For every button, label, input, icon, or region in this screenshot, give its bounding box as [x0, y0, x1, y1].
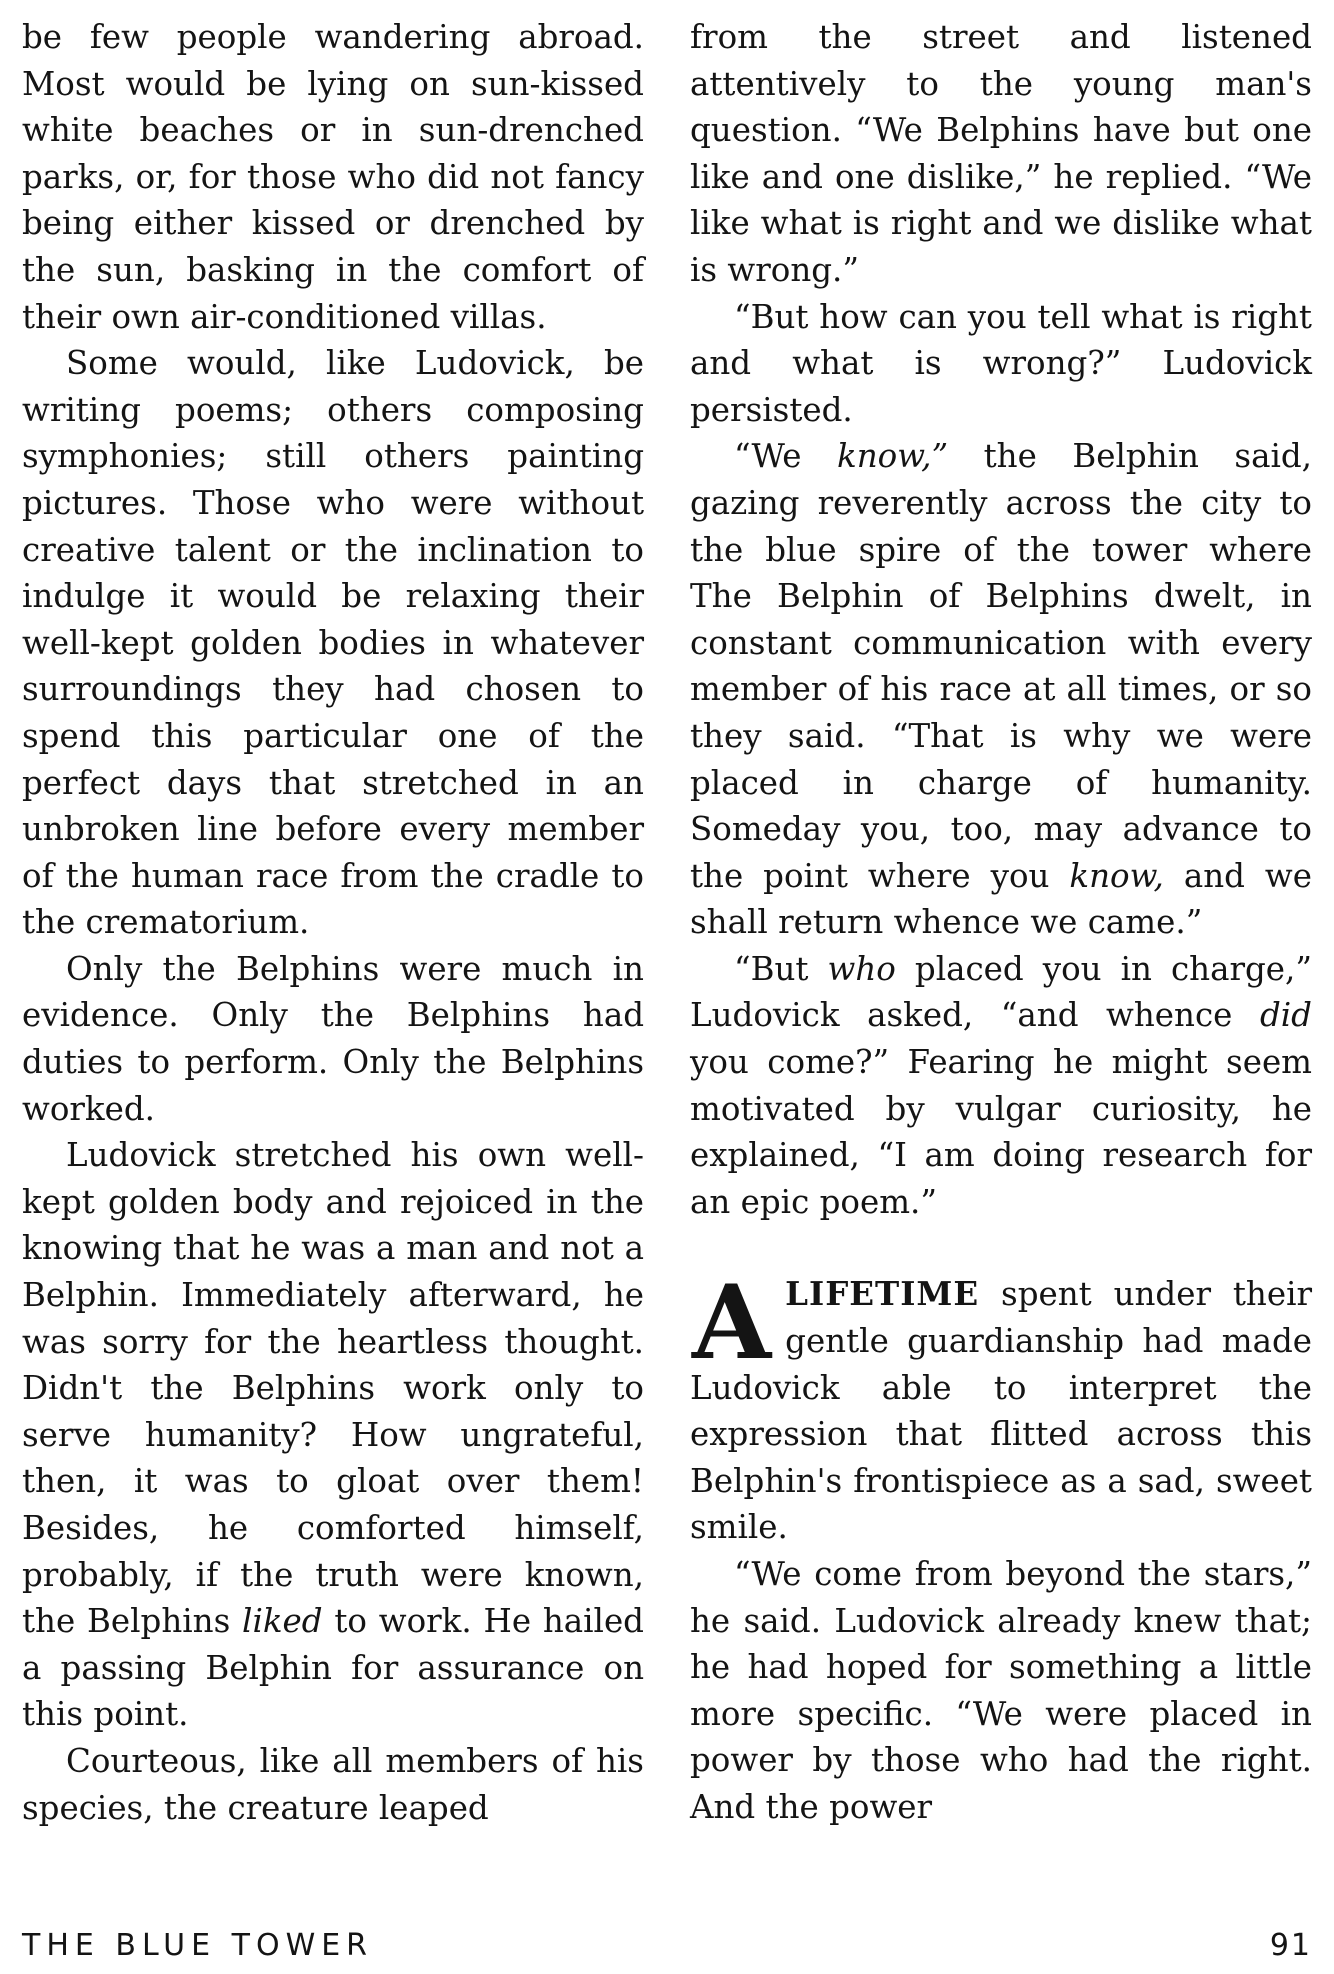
text-run: you come?” Fearing he might seem motivated by vulgar curiosity, he explained, “I am doing research for an epic poem.” [690, 1043, 1312, 1221]
paragraph: “We come from beyond the stars,” he said. Ludovick already knew that; he had hoped for something a little more specific. “We were placed in power by those who had the right. And the power [690, 1555, 1312, 1826]
italic-text: liked [242, 1602, 323, 1641]
italic-text: who [827, 949, 896, 988]
italic-text: know,” [837, 437, 949, 476]
text-run: “But [734, 949, 809, 988]
italic-text: did [1259, 996, 1312, 1035]
paragraph: from the street and listened attentively to the young man's question. “We Belphins have but one like and one dislike,” he replied. “We like what is right and we dislike what is wrong.” [690, 18, 1312, 289]
text-run: Ludovick stretched his own well-kept golden body and rejoiced in the knowing that he was a man and not a Belphin. Immediately afterward, he was sorry for the heartless thought. Didn't the Belphins work only to serve humanity? How ungrateful, then, it was to gloat over them! Besides, he comforted himself, probably, if the truth were known, the Belphins [22, 1136, 644, 1641]
text-run: “We [734, 437, 802, 476]
paragraph: Courteous, like all members of his species, the creature leaped [22, 1741, 644, 1827]
small-caps-lead: LIFETIME [785, 1274, 980, 1314]
paragraph [22, 1132, 644, 1738]
paragraph: “But how can you tell what is right and what is wrong?” Ludovick persisted. [690, 297, 1312, 429]
page-number: 91 [1269, 1928, 1312, 1963]
text-run: placed you in charge,” Ludovick asked, “and whence [690, 949, 1312, 1035]
paragraph [690, 433, 1312, 946]
page-footer [22, 1928, 1312, 1968]
text-run: and we shall return whence we came.” [690, 856, 1312, 942]
paragraph: Some would, like Ludovick, be writing poems; others composing symphonies; still others painting pictures. Those who were without creative talent or the inclination to indulge it would be relaxing their well-kept golden bodies in whatever surroundings they had chosen to spend this particular one of the perfect days that stretched in an unbroken line before every member of the human race from the cradle to the crematorium. [22, 344, 644, 942]
paragraph: Only the Belphins were much in evidence. Only the Belphins had duties to perform. Only the Belphins worked. [22, 949, 644, 1128]
right-column [690, 14, 1312, 1831]
text-run: spent under their gentle guardianship had made Ludovick able to interpret the expression that flitted across this Belphin's frontispiece as a sad, sweet smile. [690, 1275, 1312, 1547]
section-opening-paragraph [690, 1263, 1312, 1551]
paragraph: be few people wandering abroad. Most would be lying on sun-kissed white beaches or in sun-drenched parks, or, for those who did not fancy being either kissed or drenched by the sun, basking in the comfort of their own air-conditioned villas. [22, 18, 644, 336]
text-run: the Belphin said, gazing reverently across the city to the blue spire of the tower where The Belphin of Belphins dwelt, in constant communication with every member of his race at all times, or so they said. “That is why we were placed in charge of humanity. Someday you, too, may advance to the point where you [690, 437, 1312, 895]
italic-text: know, [1069, 856, 1164, 895]
left-column [22, 14, 644, 1831]
text-run: to work. He hailed a passing Belphin for assurance on this point. [22, 1602, 644, 1734]
running-title: THE BLUE TOWER [22, 1928, 374, 1963]
paragraph [690, 946, 1312, 1226]
drop-cap: A [692, 1263, 772, 1384]
